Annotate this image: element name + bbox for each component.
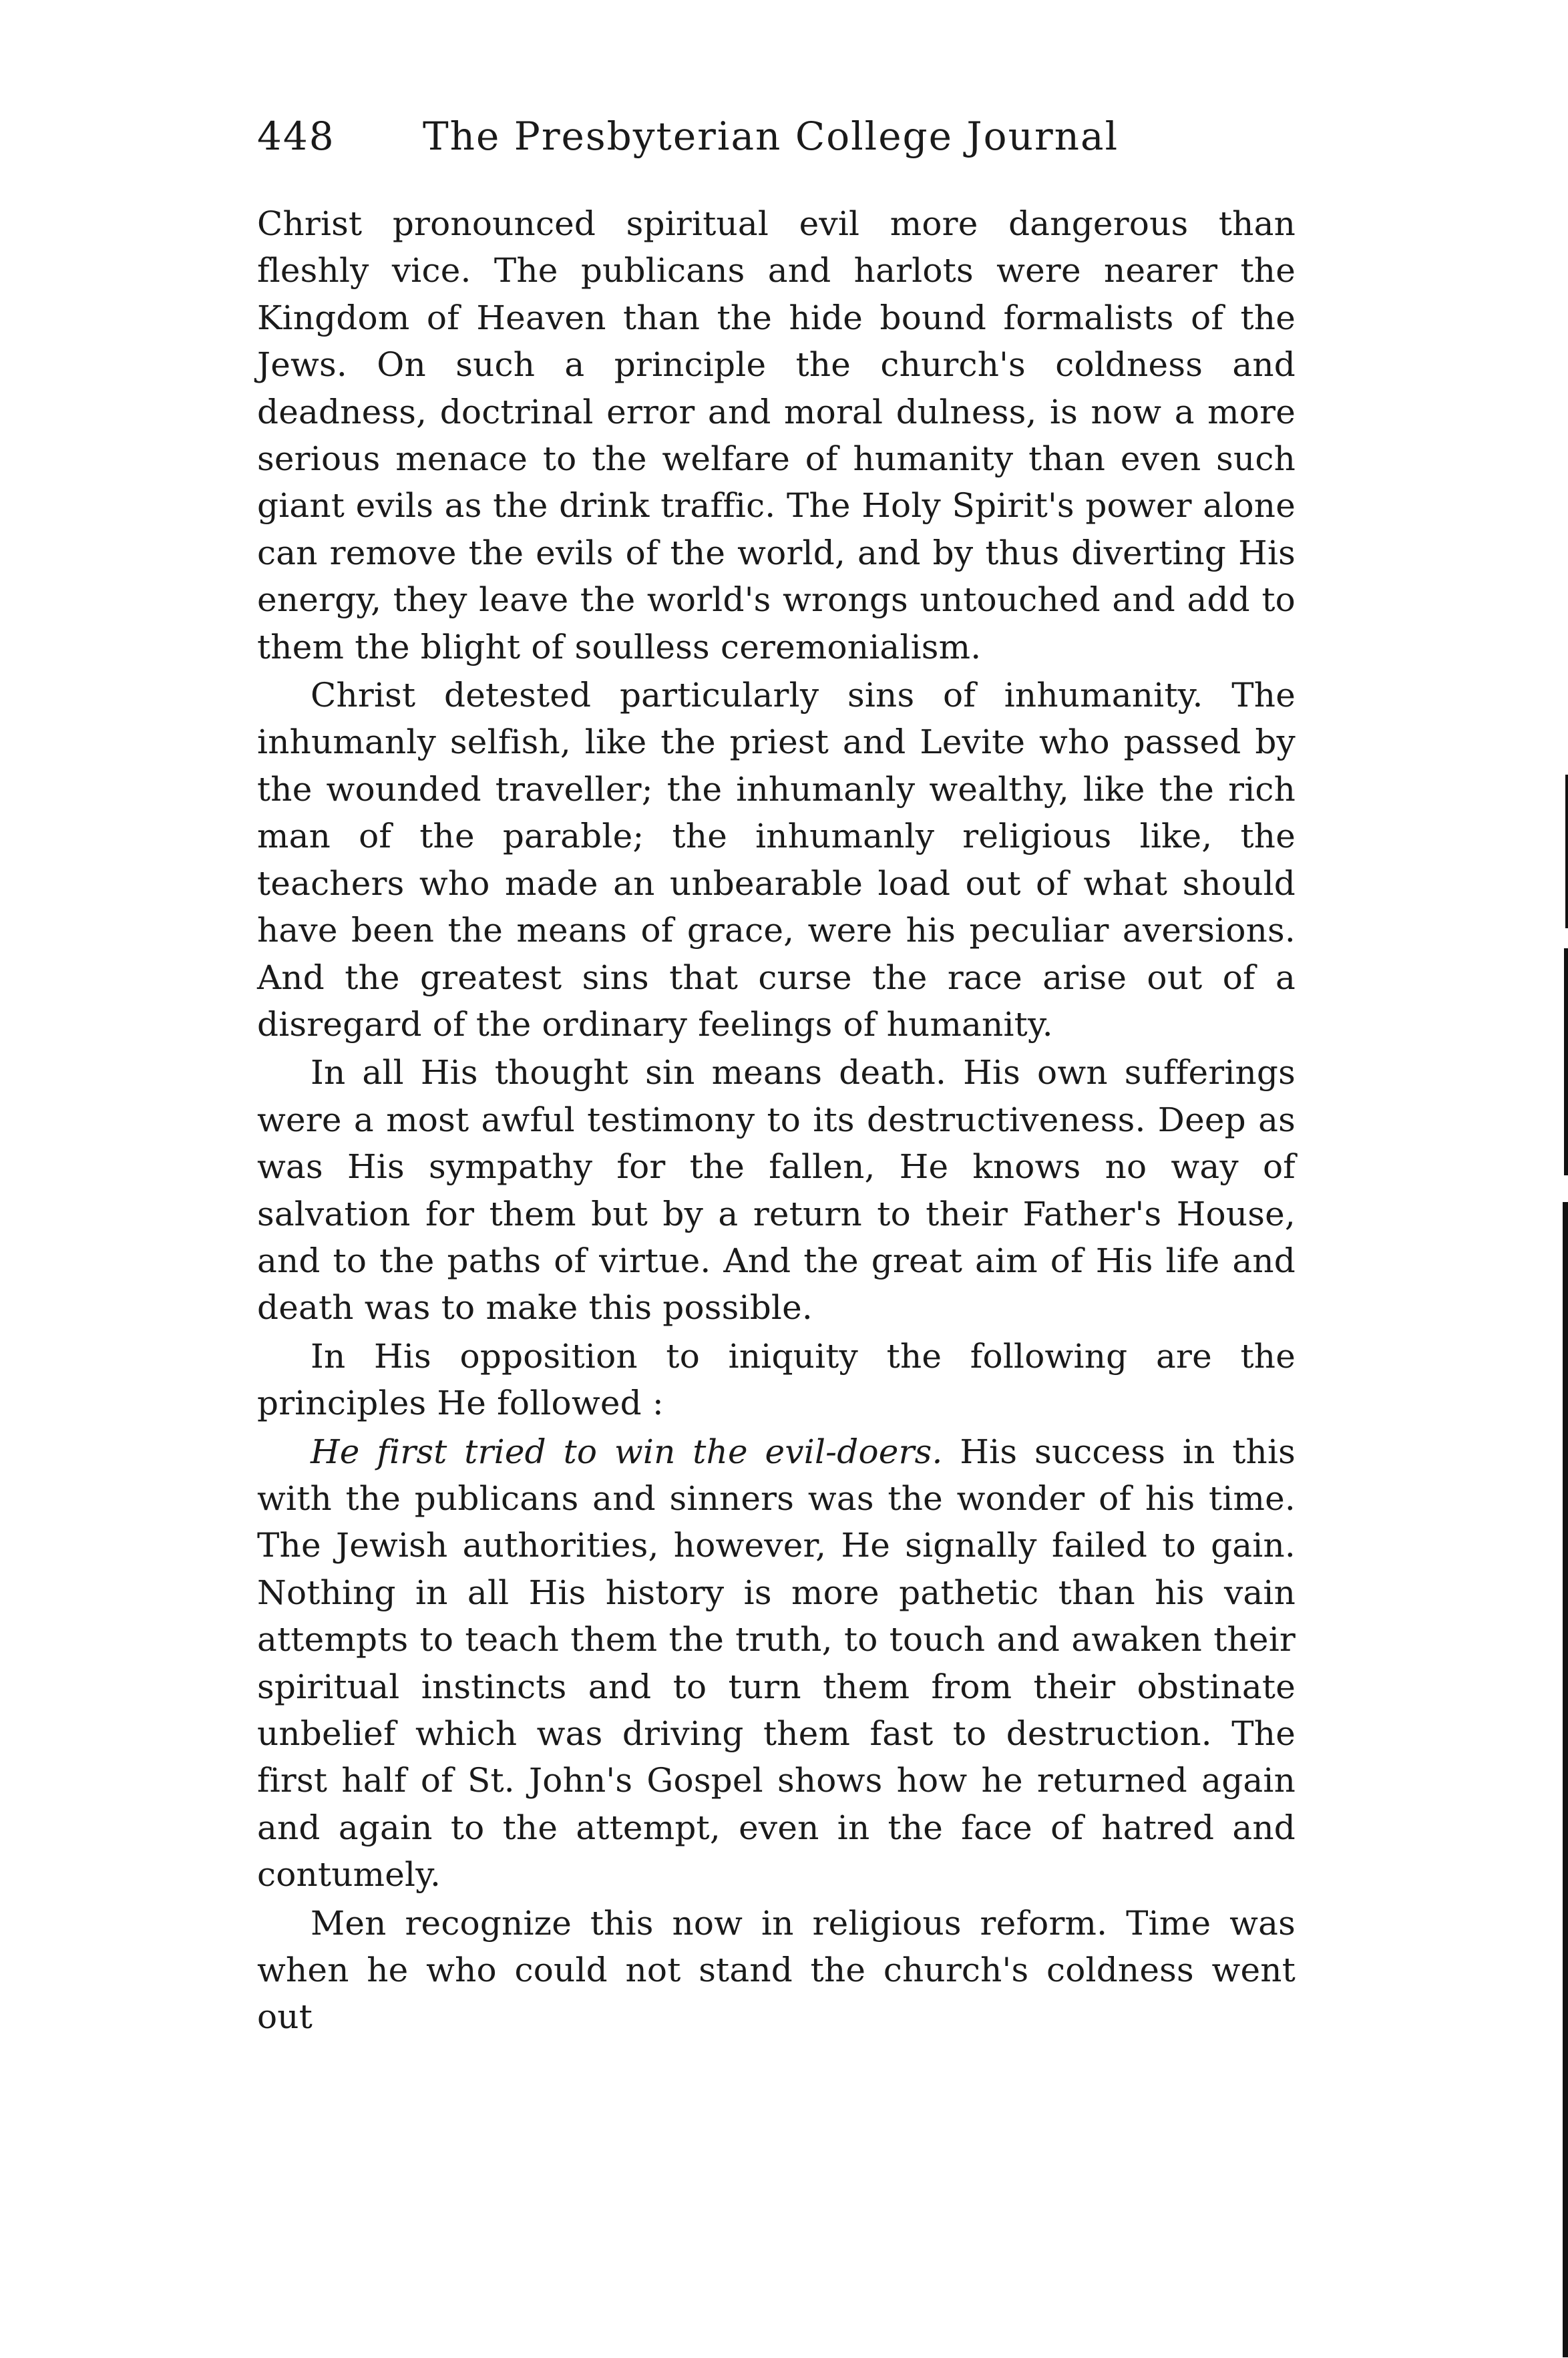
- paragraph-religious-reform: Men recognize this now in religious reform. Time was when he who could not stand the church's coldness went out: [257, 1903, 1296, 2037]
- article-body: [257, 200, 1296, 2041]
- paragraph-sin-means-death: In all His thought sin means death. His own sufferings were a most awful testimony to its destructiveness. Deep as was His sympathy for the fallen, He knows no way of salvation for them but by a return to their Father's House, and to the paths of virtue. And the great aim of His life and death was to make this possible.: [257, 1053, 1296, 1328]
- journal-page: [257, 114, 1296, 2041]
- paragraph-spiritual-evil: Christ pronounced spiritual evil more dangerous than fleshly vice. The publicans and harlots were nearer the Kingdom of Heaven than the hide bound formalists of the Jews. On such a principle the church's coldness and deadness, doctrinal error and moral dulness, is now a more serious menace to the welfare of humanity than even such giant evils as the drink traffic. The Holy Spirit's power alone can remove the evils of the world, and by thus diverting His energy, they leave the world's wrongs untouched and add to them the blight of soulless ceremonialism.: [257, 204, 1296, 666]
- scan-edge-mark: [1564, 948, 1568, 1175]
- paragraph-principles: In His opposition to iniquity the following are the principles He followed :: [257, 1336, 1296, 1423]
- paragraph-inhumanity: Christ detested particularly sins of inhumanity. The inhumanly selfish, like the priest and Levite who passed by the wounded traveller; the inhumanly wealthy, like the rich man of the parable; the inhumanly religious like, the teachers who made an unbearable load out of what should have been the means of grace, were his peculiar aversions. And the greatest sins that curse the race arise out of a disregard of the ordinary feelings of humanity.: [257, 676, 1296, 1044]
- scan-edge-mark: [1565, 775, 1568, 928]
- running-title: The Presbyterian College Journal: [423, 114, 1119, 159]
- page-number: 448: [257, 114, 335, 159]
- principle-text: His success in this with the publicans and sinners was the wonder of his time. The Jewish authorities, however, He signally failed to gain. Nothing in all His history is more pathetic than his vain attempts to teach them the truth, to touch and awaken their spiritual instincts and to turn them from their obstinate unbelief which was driving them fast to destruction. The first half of St. John's Gospel shows how he returned again and again to the attempt, even in the face of hatred and contumely.: [257, 1432, 1296, 1895]
- paragraph-win-evil-doers: [257, 1428, 1296, 1899]
- scan-edge-mark: [1563, 1202, 1568, 2357]
- principle-heading: He first tried to win the evil-doers.: [311, 1432, 943, 1471]
- page-header: [257, 114, 1296, 200]
